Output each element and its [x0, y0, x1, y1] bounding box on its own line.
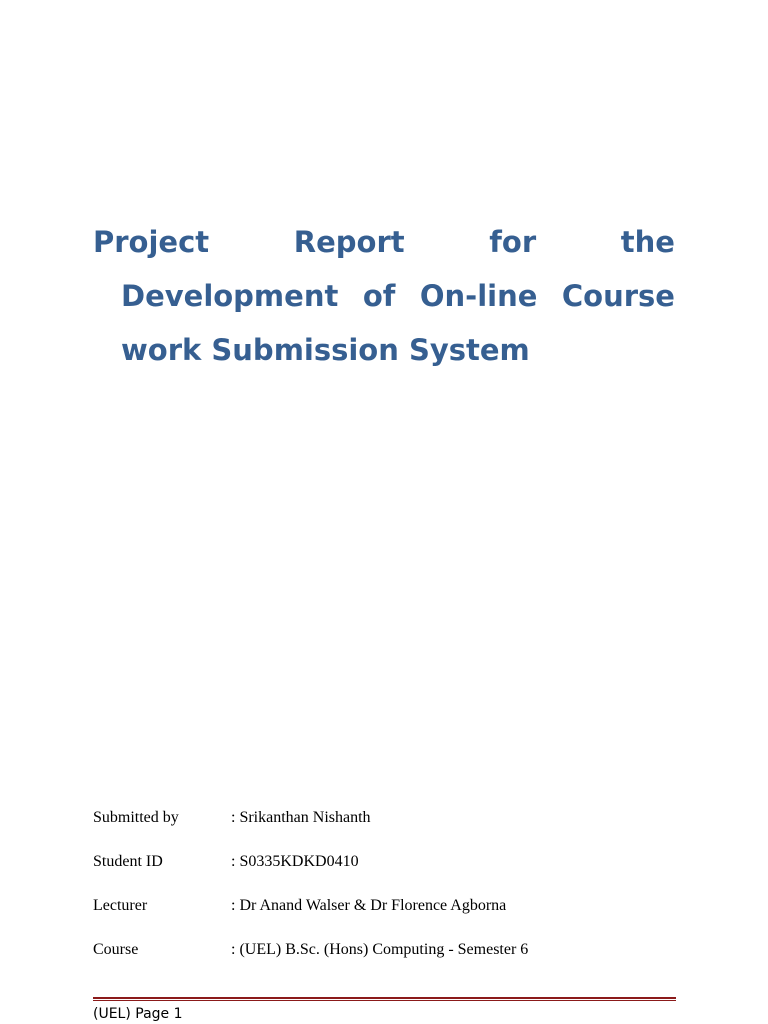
title-line-2 — [93, 272, 675, 326]
info-value: : Dr Anand Walser & Dr Florence Agborna — [231, 897, 507, 914]
info-row-lecturer — [93, 892, 528, 936]
title-line-1 — [93, 218, 675, 272]
info-label: Student ID — [93, 853, 163, 870]
page-footer: (UEL) Page 1 — [93, 1006, 183, 1022]
info-label: Lecturer — [93, 897, 148, 914]
submission-details — [93, 804, 528, 980]
title-word: for — [489, 225, 537, 259]
info-label: Submitted by — [93, 809, 179, 826]
title-word: the — [620, 225, 675, 259]
title-word: Project — [93, 225, 210, 259]
info-value: : Srikanthan Nishanth — [231, 809, 371, 826]
title-line-3 — [93, 326, 675, 380]
title-word: Course — [561, 279, 675, 313]
title-word: Report — [293, 225, 405, 259]
title-word: of — [362, 279, 396, 313]
report-title — [93, 218, 675, 380]
info-value: : S0335KDKD0410 — [231, 853, 359, 870]
footer-divider — [93, 997, 676, 1001]
info-row-student-id — [93, 848, 528, 892]
info-row-submitted-by — [93, 804, 528, 848]
title-word: On-line — [419, 279, 538, 313]
info-row-course — [93, 936, 528, 980]
title-line-3-text: work Submission System — [121, 333, 530, 367]
info-label: Course — [93, 941, 139, 958]
title-word: Development — [121, 279, 339, 313]
info-value: : (UEL) B.Sc. (Hons) Computing - Semester 6 — [231, 941, 529, 958]
